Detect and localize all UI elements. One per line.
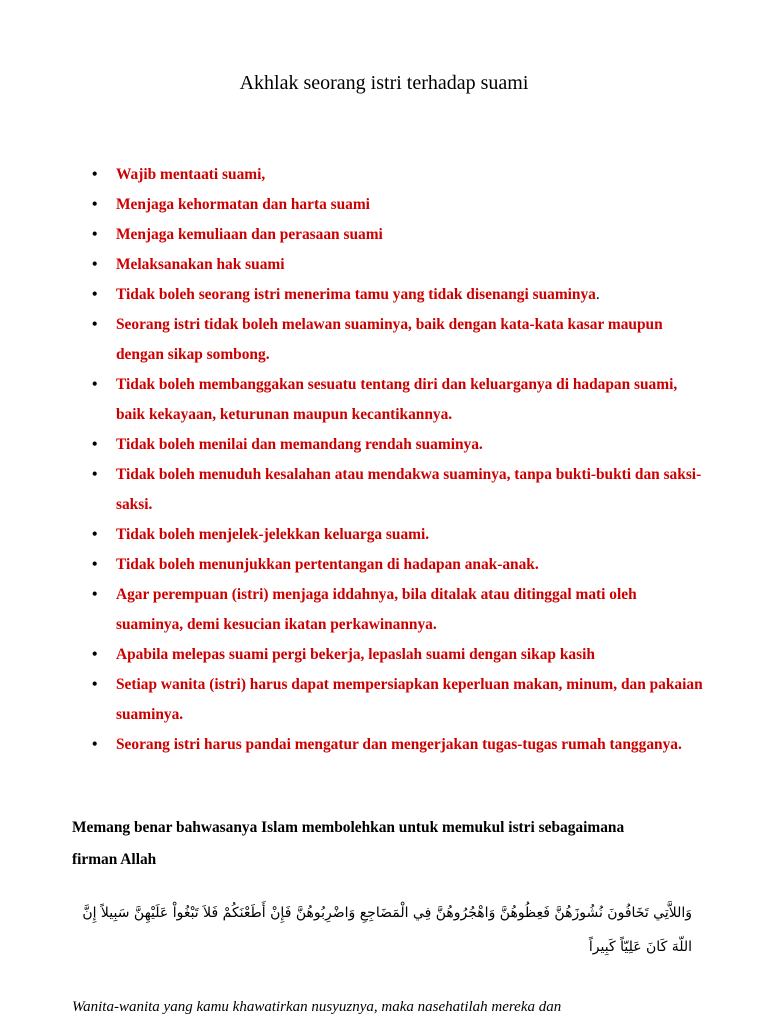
document-title: Akhlak seorang istri terhadap suami bbox=[239, 72, 529, 94]
bullet-icon: • bbox=[92, 256, 98, 273]
bullet-icon: • bbox=[92, 166, 98, 183]
bullet-icon: • bbox=[92, 316, 98, 333]
list-item: • Melaksanakan hak suami bbox=[86, 250, 706, 280]
bullet-icon: • bbox=[92, 196, 98, 213]
list-item: • Wajib mentaati suami, bbox=[86, 160, 706, 190]
bullet-icon: • bbox=[92, 586, 98, 603]
bullet-icon: • bbox=[92, 526, 98, 543]
bullet-icon: • bbox=[92, 556, 98, 573]
bullet-icon: • bbox=[92, 676, 98, 693]
paragraph-text: Memang benar bahwasanya Islam membolehkan untuk memukul istri sebagaimana firman Allah bbox=[72, 819, 625, 868]
bullet-icon: • bbox=[92, 376, 98, 393]
list-item: • Tidak boleh menuduh kesalahan atau mendakwa suaminya, tanpa bukti-bukti dan saksi-saksi. bbox=[86, 460, 706, 520]
bullet-icon: • bbox=[92, 466, 98, 483]
list-item: • Agar perempuan (istri) menjaga iddahnya, bila ditalak atau ditinggal mati oleh suaminya, demi kesucian ikatan perkawinannya. bbox=[86, 580, 706, 640]
list-item: • Menjaga kehormatan dan harta suami bbox=[86, 190, 706, 220]
bullet-icon: • bbox=[92, 646, 98, 663]
list-item: • Tidak boleh membanggakan sesuatu tentang diri dan keluarganya di hadapan suami, baik kekayaan, keturunan maupun kecantikannya. bbox=[86, 370, 706, 430]
list-item: • Setiap wanita (istri) harus dapat mempersiapkan keperluan makan, minum, dan pakaian suaminya. bbox=[86, 670, 706, 730]
bullet-icon: • bbox=[92, 226, 98, 243]
list-item: • Tidak boleh menunjukkan pertentangan di hadapan anak-anak. bbox=[86, 550, 706, 580]
item-period: . bbox=[595, 286, 600, 303]
list-item: • Seorang istri harus pandai mengatur dan mengerjakan tugas-tugas rumah tangganya. bbox=[86, 730, 706, 760]
translation-text: Wanita-wanita yang kamu khawatirkan nusyuznya, maka nasehatilah mereka dan bbox=[72, 999, 562, 1015]
bullet-icon: • bbox=[92, 736, 98, 753]
bullet-icon: • bbox=[92, 436, 98, 453]
list-item: • Tidak boleh menilai dan memandang rendah suaminya. bbox=[86, 430, 706, 460]
list-item: • Seorang istri tidak boleh melawan suaminya, baik dengan kata-kata kasar maupun dengan sikap sombong. bbox=[86, 310, 706, 370]
list-item: • Tidak boleh seorang istri menerima tamu yang tidak disenangi suaminya. bbox=[86, 280, 706, 310]
list-item: • Apabila melepas suami pergi bekerja, lepaslah suami dengan sikap kasih bbox=[86, 640, 706, 670]
bullet-icon: • bbox=[92, 286, 98, 303]
list-item: • Menjaga kemuliaan dan perasaan suami bbox=[86, 220, 706, 250]
list-item: • Tidak boleh menjelek-jelekkan keluarga suami. bbox=[86, 520, 706, 550]
akhlak-list bbox=[86, 160, 706, 760]
arabic-verse: وَاللاَّتِي تَخَافُونَ نُشُوزَهُنَّ فَعِظُوهُنَّ وَاهْجُرُوهُنَّ فِي الْمَضَاجِعِ وَاضْرِبُوهُنَّ فَإِنْ أَطَعْنَكُمْ فَلاَ تَبْغُواْ عَلَيْهِنَّ سَبِيلاً إِنَّ اللّهَ كَانَ عَلِيّاً كَبِيراً bbox=[82, 905, 692, 955]
